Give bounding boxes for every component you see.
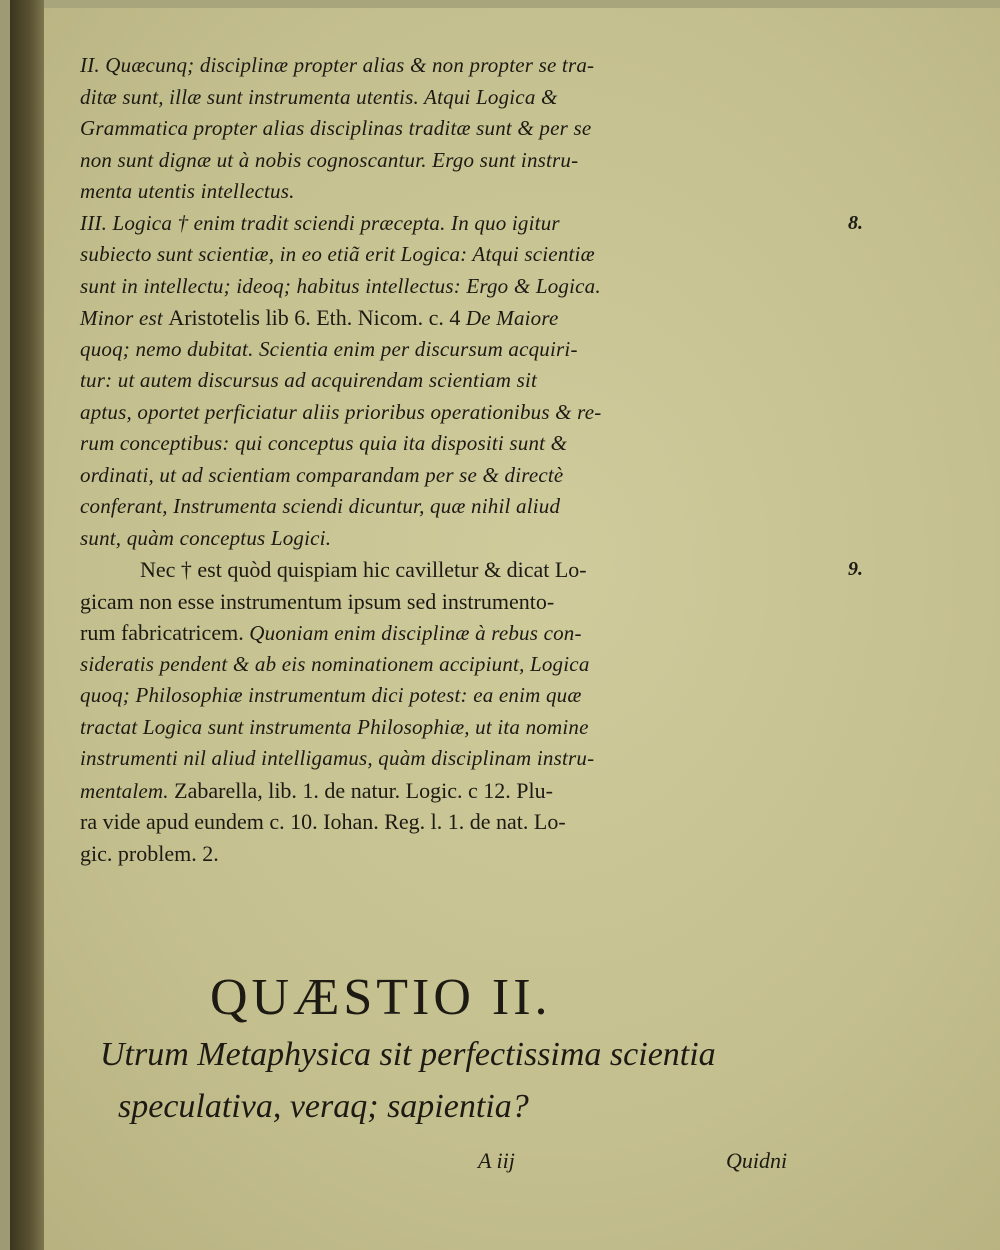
italic-text: III. Logica † enim tradit sciendi præcepta. In quo igitur (80, 210, 560, 235)
roman-text: Zabarella, lib. 1. de natur. Logic. c 12. Plu- (174, 777, 553, 803)
roman-text: Nec † est quòd quispiam hic cavilletur & dicat Lo- (140, 557, 587, 582)
text-line (80, 239, 840, 271)
scan-frame-left (0, 0, 10, 1250)
text-line (80, 82, 840, 114)
roman-text: gicam non esse instrumentum ipsum sed instrumento- (80, 588, 555, 614)
italic-text: De Maiore (465, 306, 559, 330)
text-line (80, 397, 840, 429)
question-heading: QUÆSTIO II. (210, 969, 552, 1026)
text-line (80, 145, 840, 177)
margin-note: 8. (848, 211, 863, 234)
italic-text: conferant, Instrumenta sciendi dicuntur, quæ nihil aliud (80, 494, 561, 518)
signature-mark: A iij (478, 1148, 515, 1173)
roman-text: ra vide apud eundem c. 10. Iohan. Reg. l. 1. de nat. Lo- (80, 809, 566, 834)
italic-text: mentalem. (80, 778, 175, 803)
text-line (80, 302, 840, 334)
book-gutter (10, 0, 44, 1250)
roman-text: gic. problem. 2. (80, 840, 219, 866)
text-line (80, 554, 840, 586)
italic-text: sunt, quàm conceptus Logici. (80, 525, 332, 550)
italic-text: aptus, oportet perficiatur aliis prioribus operationibus & re- (80, 399, 602, 424)
italic-text: non sunt dignæ ut à nobis cognoscantur. Ergo sunt instru- (80, 147, 579, 172)
scan-frame-top (0, 0, 1000, 8)
text-line (80, 743, 840, 775)
italic-text: subiecto sunt scientiæ, in eo etiã erit Logica: Atqui scientiæ (80, 242, 595, 266)
text-line (80, 365, 840, 397)
italic-text: Quoniam enim disciplinæ à rebus con- (249, 621, 582, 645)
text-line (80, 838, 840, 870)
italic-text: tractat Logica sunt instrumenta Philosophiæ, ut ita nomine (80, 714, 589, 739)
text-line (80, 586, 840, 618)
italic-text: Grammatica propter alias disciplinas traditæ sunt & per se (80, 116, 592, 140)
italic-text: Minor est (80, 306, 169, 330)
text-line (80, 806, 840, 838)
italic-text: ordinati, ut ad scientiam comparandam per se & directè (80, 462, 564, 487)
question-subtitle-line-2: speculativa, veraq; sapientia? (118, 1088, 529, 1125)
roman-text: rum fabricatricem. (80, 620, 250, 645)
roman-text: Aristotelis lib 6. Eth. Nicom. c. 4 (168, 305, 466, 330)
catchword: Quidni (726, 1148, 788, 1173)
italic-text: menta utentis intellectus. (80, 179, 295, 203)
italic-text: quoq; Philosophiæ instrumentum dici potest: ea enim quæ (80, 683, 582, 707)
text-line (80, 113, 840, 145)
text-line (80, 208, 840, 240)
question-subtitle-line-1: Utrum Metaphysica sit perfectissima scientia (100, 1036, 716, 1073)
body-text (80, 50, 840, 869)
italic-text: sunt in intellectu; ideoq; habitus intellectus: Ergo & Logica. (80, 273, 601, 298)
italic-text: instrumenti nil aliud intelligamus, quàm disciplinam instru- (80, 746, 595, 770)
text-line (80, 176, 840, 208)
text-line (80, 617, 840, 649)
text-line (80, 271, 840, 303)
text-line (80, 428, 840, 460)
italic-text: quoq; nemo dubitat. Scientia enim per discursum acquiri- (80, 336, 578, 361)
text-line (80, 712, 840, 744)
italic-text: II. Quæcunq; disciplinæ propter alias & non propter se tra- (80, 53, 595, 77)
text-line (80, 775, 840, 807)
text-line (80, 460, 840, 492)
italic-text: rum conceptibus: qui conceptus quia ita dispositi sunt & (80, 431, 568, 455)
text-line (80, 334, 840, 366)
text-line (80, 50, 840, 82)
italic-text: tur: ut autem discursus ad acquirendam scientiam sit (80, 368, 538, 392)
text-line (80, 649, 840, 681)
text-line (80, 680, 840, 712)
text-line (80, 491, 840, 523)
text-line (80, 523, 840, 555)
italic-text: ditæ sunt, illæ sunt instrumenta utentis. Atqui Logica & (80, 84, 558, 109)
italic-text: sideratis pendent & ab eis nominationem accipiunt, Logica (80, 651, 590, 676)
margin-note: 9. (848, 558, 863, 580)
